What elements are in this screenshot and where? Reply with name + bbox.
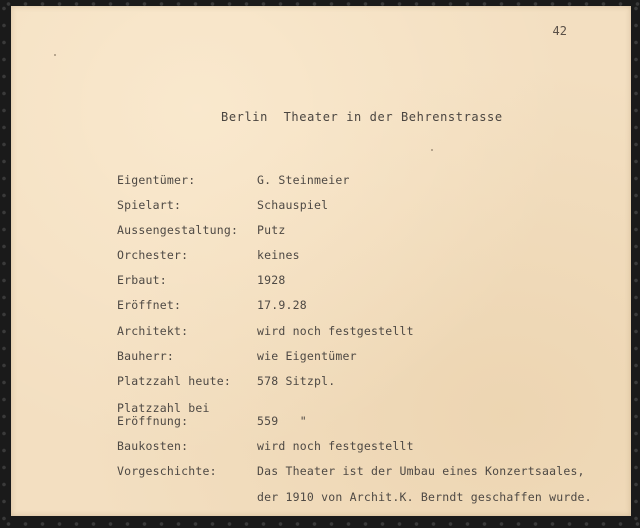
- field-value: Schauspiel: [257, 198, 329, 212]
- index-card: [11, 6, 631, 516]
- field-value: Das Theater ist der Umbau eines Konzertsaales,: [257, 464, 585, 478]
- field-value: wird noch festgestellt: [257, 324, 414, 338]
- field-value: 1928: [257, 273, 286, 287]
- field-value: Putz: [257, 223, 286, 237]
- field-value: 559 ": [257, 414, 307, 428]
- film-border-right: [632, 0, 640, 528]
- field-label: Spielart:: [117, 198, 182, 212]
- field-label: Vorgeschichte:: [117, 464, 217, 478]
- card-title: Berlin Theater in der Behrenstrasse: [221, 110, 503, 124]
- field-label: Erbaut:: [117, 273, 167, 287]
- paper-speck: [431, 149, 433, 151]
- field-label: Eröffnet:: [117, 298, 182, 312]
- field-label: Platzzahl bei Eröffnung:: [117, 401, 210, 428]
- field-value: keines: [257, 248, 300, 262]
- field-label: Platzzahl heute:: [117, 374, 231, 388]
- field-label: Aussengestaltung:: [117, 223, 239, 237]
- field-value: 578 Sitzpl.: [257, 374, 336, 388]
- field-value: 17.9.28: [257, 298, 307, 312]
- page-number: 42: [552, 24, 567, 38]
- field-label: Eigentümer:: [117, 173, 196, 187]
- field-label: Orchester:: [117, 248, 189, 262]
- field-label: Baukosten:: [117, 439, 189, 453]
- field-value: G. Steinmeier: [257, 173, 350, 187]
- field-value: wird noch festgestellt: [257, 439, 414, 453]
- field-value-continued: der 1910 von Archit.K. Berndt geschaffen wurde.: [257, 490, 592, 504]
- film-border-bottom: [0, 520, 640, 528]
- paper-speck: [54, 54, 56, 56]
- field-value: wie Eigentümer: [257, 349, 357, 363]
- film-border-left: [0, 0, 8, 528]
- field-label: Architekt:: [117, 324, 189, 338]
- field-label: Bauherr:: [117, 349, 174, 363]
